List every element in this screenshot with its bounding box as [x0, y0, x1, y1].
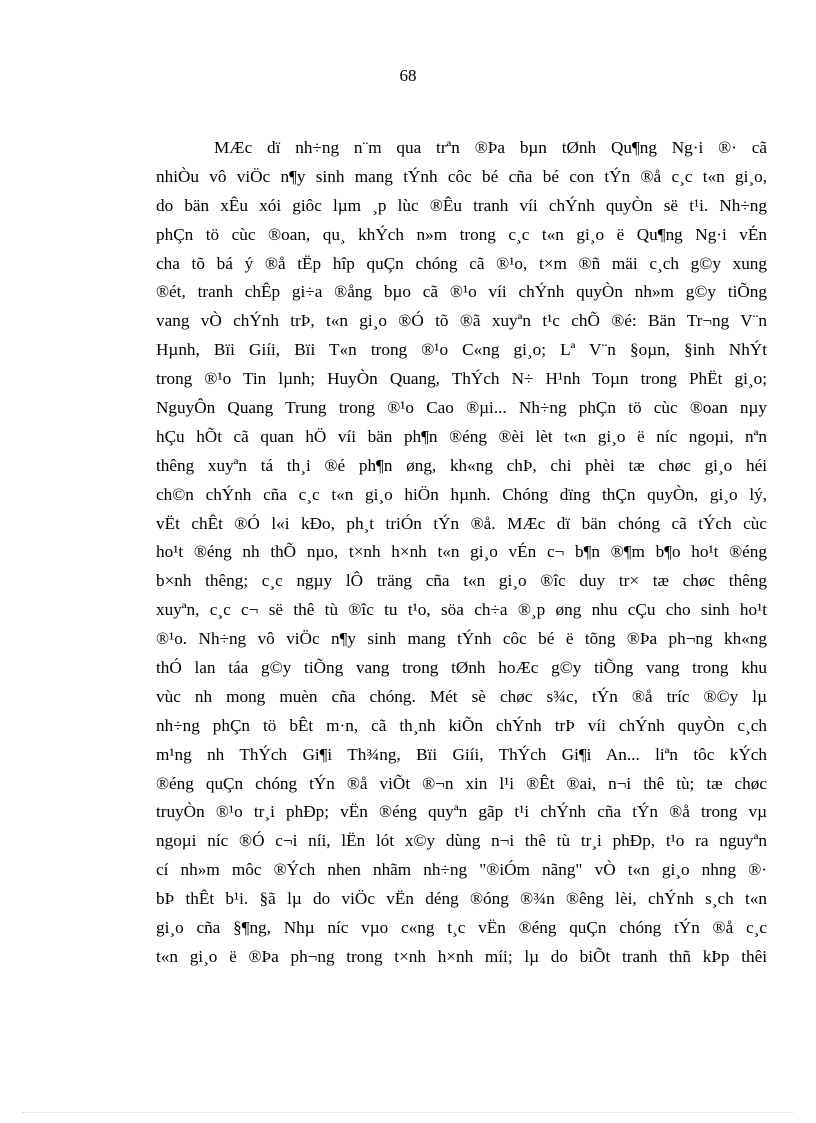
text-line: gi¸o cña §¶ng, Nhµ níc vµo c«ng t¸c vËn ®éng quÇn chóng tÝn ®å c¸c: [156, 918, 767, 938]
text-line: ®¹o. Nh÷ng vô viÖc n¶y sinh mang tÝnh côc bé ë tõng ®Þa ph¬ng kh«ng: [156, 629, 767, 649]
text-line: t«n gi¸o ë ®Þa ph¬ng trong t×nh h×nh míi; lµ do biÕt tranh thñ kÞp thêi: [156, 946, 767, 966]
body-paragraph: [156, 134, 767, 972]
text-line: nhiÒu vô viÖc n¶y sinh mang tÝnh côc bé cña bé con tÝn ®å c¸c t«n gi¸o,: [156, 166, 767, 186]
text-line: bÞ thÊt b¹i. §ã lµ do viÖc vËn déng ®óng ®¾n ®êng lèi, chÝnh s¸ch t«n: [156, 889, 767, 909]
text-line: ngoµi níc ®Ó c¬i níi, lËn lót x©y dùng n¬i thê tù tr¸i phÐp, t¹o ra nguyªn: [156, 831, 767, 851]
text-line: cí nh»m môc ®Ých nhen nhãm nh÷ng "®iÓm nãng" vÒ t«n gi¸o nhng ®·: [156, 860, 767, 880]
text-line: cha tõ bá ý ®å tËp hîp quÇn chóng cã ®¹o, t×m ®ñ mäi c¸ch g©y xung: [156, 253, 767, 273]
text-line: b×nh thêng; c¸c ngµy lÔ träng cña t«n gi¸o ®îc duy tr× tæ chøc thêng: [156, 571, 767, 591]
text-line: ®ét, tranh chÊp gi÷a ®ång bµo cã ®¹o víi chÝnh quyÒn nh»m g©y tiÕng: [156, 282, 767, 302]
text-line: hÇu hÕt cã quan hÖ víi bän ph¶n ®éng ®èi lèt t«n gi¸o ë níc ngoµi, nªn: [156, 426, 767, 446]
text-line: m¹ng nh ThÝch Gi¶i Th¾ng, Bïi Giíi, ThÝch Gi¶i An... liªn tôc kÝch: [156, 744, 767, 764]
text-line: ho¹t ®éng nh thÕ nµo, t×nh h×nh t«n gi¸o vÉn c¬ b¶n ®¶m b¶o ho¹t ®éng: [156, 542, 767, 562]
text-line: trong ®¹o Tin lµnh; HuyÒn Quang, ThÝch N÷ H¹nh Toµn trong PhËt gi¸o;: [156, 369, 767, 389]
text-line: xuyªn, c¸c c¬ së thê tù ®îc tu t¹o, söa ch÷a ®¸p øng nhu cÇu cho sinh ho¹t: [156, 600, 767, 620]
text-line: MÆc dï nh÷ng n¨m qua trªn ®Þa bµn tØnh Qu¶ng Ng·i ®· cã: [214, 138, 767, 157]
text-line: vang vÒ chÝnh trÞ, t«n gi¸o ®Ó tõ ®ã xuyªn t¹c chÕ ®é: Bän Tr¬ng V¨n: [156, 311, 767, 331]
page-bottom-border: [22, 1112, 794, 1113]
text-line: vËt chÊt ®Ó l«i kÐo, ph¸t triÓn tÝn ®å. MÆc dï bän chóng cã tÝch cùc: [156, 513, 767, 533]
text-line: ®éng quÇn chóng tÝn ®å viÕt ®¬n xin l¹i ®Êt ®ai, n¬i thê tù; tæ chøc: [156, 773, 767, 793]
text-line: truyÒn ®¹o tr¸i phÐp; vËn ®éng quyªn gãp t¹i chÝnh cña tÝn ®å trong vµ: [156, 802, 767, 822]
text-line: nh÷ng phÇn tö bÊt m·n, cã th¸nh kiÕn chÝnh trÞ víi chÝnh quyÒn c¸ch: [156, 715, 767, 735]
text-line: ch©n chÝnh cña c¸c t«n gi¸o hiÖn hµnh. Chóng dïng thÇn quyÒn, gi¸o lý,: [156, 484, 767, 504]
page-number: 68: [399, 66, 417, 85]
text-line: NguyÔn Quang Trung trong ®¹o Cao ®µi... Nh÷ng phÇn tö cùc ®oan nµy: [156, 398, 767, 418]
text-line: do bän xÊu xói giôc lµm ¸p lùc ®Êu tranh víi chÝnh quyÒn së t¹i. Nh÷ng: [156, 195, 767, 215]
text-line: thêng xuyªn tá th¸i ®é ph¶n øng, kh«ng chÞ, chi phèi tæ chøc gi¸o héi: [156, 455, 767, 475]
text-line: Hµnh, Bïi Giíi, Bïi T«n trong ®¹o C«ng gi¸o; Lª V¨n §oµn, §inh NhÝt: [156, 340, 767, 360]
text-line: thÓ lan táa g©y tiÕng vang trong tØnh hoÆc g©y tiÕng vang trong khu: [156, 658, 767, 678]
text-line: phÇn tö cùc ®oan, qu¸ khÝch n»m trong c¸c t«n gi¸o ë Qu¶ng Ng·i vÉn: [156, 224, 767, 244]
text-line: vùc nh mong muèn cña chóng. Mét sè chøc s¾c, tÝn ®å tríc ®©y lµ: [156, 686, 767, 706]
